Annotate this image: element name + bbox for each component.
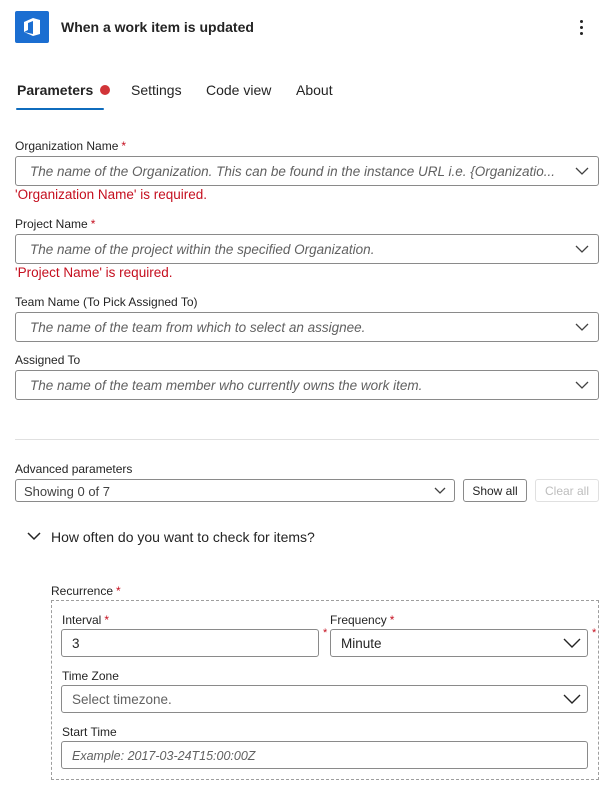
frequency-label: Frequency * <box>330 613 395 627</box>
chevron-down-icon <box>434 487 446 495</box>
organization-name-error: 'Organization Name' is required. <box>15 187 207 202</box>
interval-required-marker: * <box>323 627 328 639</box>
advanced-parameters-value: Showing 0 of 7 <box>24 484 111 499</box>
divider <box>15 439 599 440</box>
clear-all-button[interactable]: Clear all <box>535 479 599 502</box>
chevron-down-icon <box>575 167 589 176</box>
chevron-down-icon <box>563 638 581 649</box>
project-name-error: 'Project Name' is required. <box>15 265 173 280</box>
advanced-parameters-select[interactable] <box>15 479 455 502</box>
start-time-label: Start Time <box>62 725 117 739</box>
assigned-to-placeholder: The name of the team member who currently owns the work item. <box>30 378 423 393</box>
frequency-required-marker: * <box>592 627 597 639</box>
tab-settings[interactable]: Settings <box>131 82 182 98</box>
tab-parameters[interactable]: Parameters <box>17 82 110 98</box>
advanced-parameters-label: Advanced parameters <box>15 462 133 476</box>
chevron-down-icon[interactable] <box>27 532 41 541</box>
team-name-dropdown[interactable] <box>15 312 599 342</box>
interval-input[interactable] <box>61 629 319 657</box>
assigned-to-dropdown[interactable] <box>15 370 599 400</box>
more-vertical-icon[interactable] <box>570 15 592 39</box>
project-name-label: Project Name * <box>15 217 96 231</box>
interval-value: 3 <box>72 636 80 651</box>
section-title[interactable]: How often do you want to check for items? <box>51 529 315 545</box>
organization-name-label: Organization Name * <box>15 139 127 153</box>
chevron-down-icon <box>575 381 589 390</box>
header <box>0 0 606 60</box>
start-time-input[interactable] <box>61 741 588 769</box>
frequency-select[interactable] <box>330 629 588 657</box>
chevron-down-icon <box>575 245 589 254</box>
chevron-down-icon <box>575 323 589 332</box>
organization-name-dropdown[interactable] <box>15 156 599 186</box>
tab-code-view[interactable]: Code view <box>206 82 272 98</box>
team-name-label: Team Name (To Pick Assigned To) <box>15 295 198 309</box>
organization-name-placeholder: The name of the Organization. This can be found in the instance URL i.e. {Organizatio... <box>30 164 556 179</box>
frequency-value: Minute <box>341 636 382 651</box>
show-all-button[interactable]: Show all <box>463 479 527 502</box>
tab-bar <box>0 80 606 110</box>
trigger-title: When a work item is updated <box>61 19 254 35</box>
start-time-placeholder: Example: 2017-03-24T15:00:00Z <box>72 749 256 763</box>
time-zone-select[interactable] <box>61 685 588 713</box>
tab-about[interactable]: About <box>296 82 333 98</box>
recurrence-label: Recurrence * <box>51 584 121 598</box>
project-name-dropdown[interactable] <box>15 234 599 264</box>
active-tab-indicator <box>16 108 104 110</box>
chevron-down-icon <box>563 694 581 705</box>
team-name-placeholder: The name of the team from which to select an assignee. <box>30 320 366 335</box>
time-zone-label: Time Zone <box>62 669 119 683</box>
assigned-to-label: Assigned To <box>15 353 81 367</box>
interval-label: Interval * <box>62 613 110 627</box>
azure-devops-icon <box>15 11 49 43</box>
project-name-placeholder: The name of the project within the specified Organization. <box>30 242 375 257</box>
error-badge <box>100 85 110 95</box>
time-zone-placeholder: Select timezone. <box>72 692 172 707</box>
